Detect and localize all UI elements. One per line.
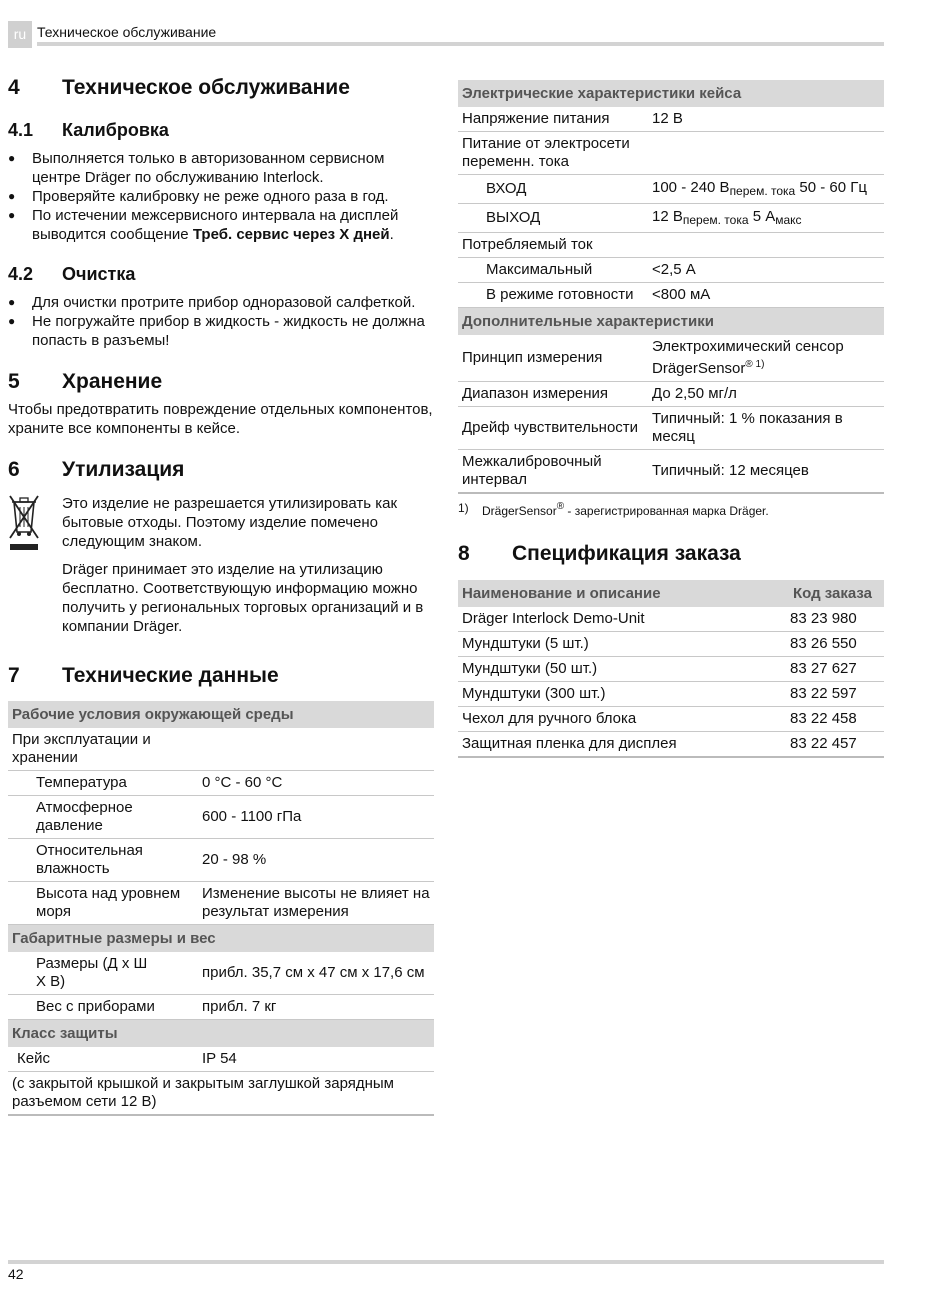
table-row: Класс защиты xyxy=(8,1020,434,1048)
header-title: Техническое обслуживание xyxy=(37,24,217,40)
section-4-1-heading: 4.1 Калибровка xyxy=(8,120,169,140)
table-row: Габаритные размеры и вес xyxy=(8,925,434,953)
table-row: Относительная влажность 20 - 98 % xyxy=(8,839,434,882)
table-row: Максимальный <2,5 А xyxy=(458,258,884,283)
table-row: Мундштуки (5 шт.) 83 26 550 xyxy=(458,632,884,657)
page-number: 42 xyxy=(8,1266,24,1282)
table-row: Мундштуки (50 шт.) 83 27 627 xyxy=(458,657,884,682)
right-column xyxy=(458,80,884,758)
table-row: Кейс IP 54 xyxy=(8,1047,434,1072)
table-row: Электрические характеристики кейса xyxy=(458,80,884,107)
storage-text: Чтобы предотвратить повреждение отдельных компонентов, храните все компоненты в кейсе. xyxy=(8,401,433,437)
table-row: Напряжение питания 12 В xyxy=(458,107,884,132)
section-6-heading: 6 Утилизация xyxy=(8,458,185,481)
table-row: Вес с приборами прибл. 7 кг xyxy=(8,995,434,1020)
table-row: Диапазон измерения До 2,50 мг/л xyxy=(458,382,884,407)
section-4-heading: 4 Техническое обслуживание xyxy=(8,76,350,99)
table-row: (с закрытой крышкой и закрытым заглушкой зарядным разъемом сети 12 В) xyxy=(8,1072,434,1116)
table-row: Размеры (Д x Ш X В) прибл. 35,7 см x 47 см x 17,6 см xyxy=(8,952,434,995)
disposal-text-2: Dräger принимает это изделие на утилизацию бесплатно. Соответствующую информацию можно получить у региональных торговых организаций и в компании Dräger. xyxy=(62,561,424,635)
table-row: Высота над уровнем моря Изменение высоты не влияет на результат измерения xyxy=(8,882,434,925)
table-row: Принцип измерения Электрохимический сенсор DrägerSensor$^{® 1)}$ xyxy=(458,335,884,382)
cleaning-list xyxy=(8,293,434,350)
table-row: Атмосферное давление 600 - 1100 гПа xyxy=(8,796,434,839)
list-item: ● Проверяйте калибровку не реже одного раза в год. xyxy=(8,187,434,206)
header-rule xyxy=(37,42,884,46)
disposal-text-1: Это изделие не разрешается утилизировать как бытовые отходы. Поэтому изделие помечено следующим знаком. xyxy=(62,495,398,550)
section-7-heading: 7 Технические данные xyxy=(8,664,279,687)
table-row: Дополнительные характеристики xyxy=(458,308,884,336)
tech-data-table xyxy=(8,701,434,1116)
disposal-block xyxy=(8,494,434,636)
list-item: ● Не погружайте прибор в жидкость - жидкость не должна попасть в разъемы! xyxy=(8,312,434,350)
table-row: Dräger Interlock Demo-Unit 83 23 980 xyxy=(458,607,884,632)
table-row: Температура 0 °C - 60 °C xyxy=(8,771,434,796)
table-row: Чехол для ручного блока 83 22 458 xyxy=(458,707,884,732)
table-row: Рабочие условия окружающей среды xyxy=(8,701,434,728)
table-row: Питание от электросети переменн. тока xyxy=(458,132,884,175)
table-row: ВХОД 100 - 240 $В_{перем. тока}$ 50 - 60 Гц xyxy=(458,175,884,204)
table-row: Мундштуки (300 шт.) 83 22 597 xyxy=(458,682,884,707)
footer-rule xyxy=(8,1260,884,1264)
table-row: Межкалибровочный интервал Типичный: 12 месяцев xyxy=(458,450,884,494)
order-table xyxy=(458,580,884,758)
section-5-heading: 5 Хранение xyxy=(8,370,163,393)
list-item: ● Для очистки протрите прибор одноразовой салфеткой. xyxy=(8,293,434,312)
calibration-list xyxy=(8,149,434,244)
table-row: Дрейф чувствительности Типичный: 1 % показания в месяц xyxy=(458,407,884,450)
list-item: ● По истечении межсервисного интервала на дисплей выводится сообщение Треб. сервис через X дней. xyxy=(8,206,434,244)
table-row: ВЫХОД 12 $В_{перем. тока}$ 5 $А_{макс}$ xyxy=(458,204,884,233)
electrical-table xyxy=(458,80,884,494)
crossed-bin-icon xyxy=(8,494,62,636)
left-column xyxy=(8,70,434,1116)
section-4-2-heading: 4.2 Очистка xyxy=(8,264,136,284)
footnote: 1) DrägerSensor® - зарегистрированная марка Dräger. xyxy=(458,501,769,518)
table-row: При эксплуатации и хранении xyxy=(8,728,434,771)
table-row: Защитная пленка для дисплея 83 22 457 xyxy=(458,732,884,758)
table-row: Потребляемый ток xyxy=(458,233,884,258)
table-row: В режиме готовности <800 мА xyxy=(458,283,884,308)
header-lang-tag: ru xyxy=(8,21,32,48)
section-8-heading: 8 Спецификация заказа xyxy=(458,542,741,565)
list-item: ● Выполняется только в авторизованном сервисном центре Dräger по обслуживанию Interlock. xyxy=(8,149,434,187)
table-row: Наименование и описание Код заказа xyxy=(458,580,884,607)
